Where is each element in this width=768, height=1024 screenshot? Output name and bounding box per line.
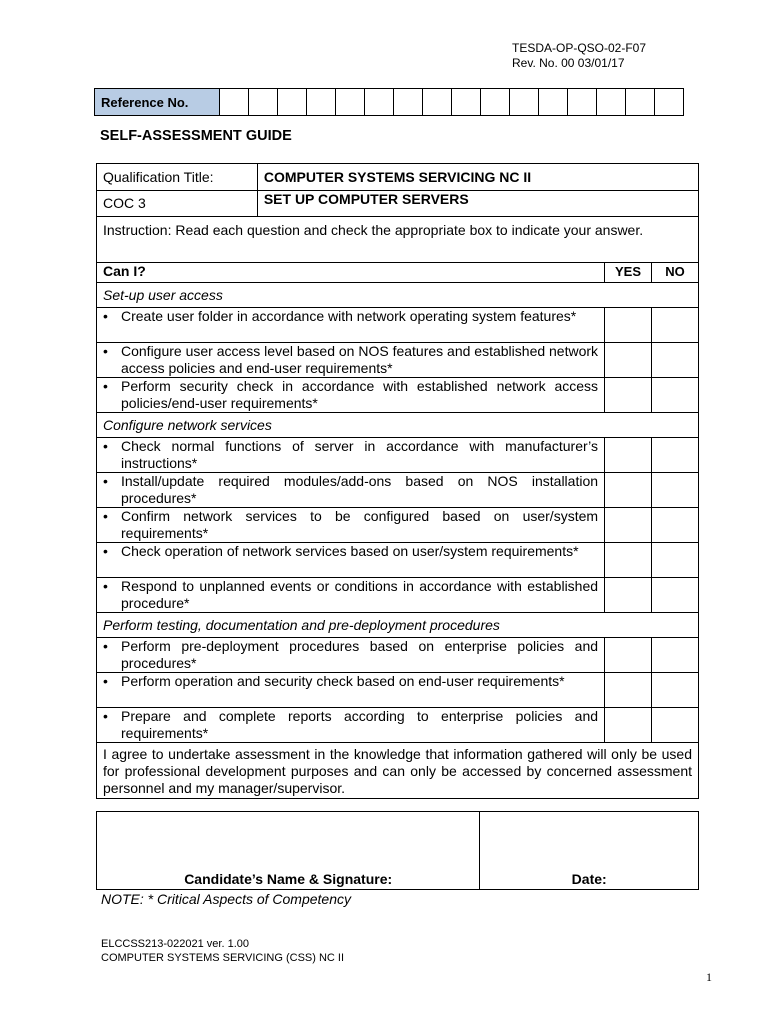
coc-value: SET UP COMPUTER SERVERS	[257, 191, 698, 217]
checklist-item	[97, 378, 605, 413]
checklist-item-text: Install/update required modules/add-ons based on NOS installation procedures*	[121, 473, 599, 506]
no-checkbox[interactable]	[652, 343, 699, 378]
yes-checkbox[interactable]	[605, 378, 652, 413]
form-header	[512, 41, 646, 71]
yes-checkbox[interactable]	[605, 708, 652, 743]
revision-number: Rev. No. 00 03/01/17	[512, 56, 625, 70]
bullet: •	[103, 378, 108, 394]
reference-digit-box[interactable]	[452, 89, 481, 116]
yes-checkbox[interactable]	[605, 673, 652, 708]
page-footer	[101, 937, 344, 965]
bullet: •	[103, 473, 108, 489]
bullet: •	[103, 343, 108, 359]
checklist-item	[97, 473, 605, 508]
yes-checkbox[interactable]	[605, 343, 652, 378]
instruction-text: Instruction: Read each question and check the appropriate box to indicate your answer.	[97, 217, 699, 263]
no-checkbox[interactable]	[652, 673, 699, 708]
reference-digit-box[interactable]	[626, 89, 655, 116]
can-i-header: Can I?	[97, 263, 605, 283]
no-checkbox[interactable]	[652, 308, 699, 343]
checklist-item-text: Perform security check in accordance with established network access policies/end-user requirements*	[121, 378, 599, 411]
reference-label: Reference No.	[95, 89, 220, 116]
checklist-item-text: Perform pre-deployment procedures based on enterprise policies and procedures*	[121, 638, 599, 671]
checklist-item-text: Confirm network services to be configured based on user/system requirements*	[121, 508, 599, 541]
date-label: Date:	[571, 871, 607, 887]
reference-number-boxes	[94, 88, 684, 116]
yes-checkbox[interactable]	[605, 543, 652, 578]
candidate-signature-label: Candidate’s Name & Signature:	[184, 871, 393, 887]
reference-digit-box[interactable]	[510, 89, 539, 116]
reference-digit-box[interactable]	[597, 89, 626, 116]
reference-digit-box[interactable]	[249, 89, 278, 116]
agreement-text: I agree to undertake assessment in the knowledge that information gathered will only be used for professional development purposes and can only be accessed by concerned assessment personnel and my manager/supervisor.	[97, 743, 699, 799]
yes-checkbox[interactable]	[605, 638, 652, 673]
reference-digit-box[interactable]	[365, 89, 394, 116]
bullet: •	[103, 308, 108, 324]
no-checkbox[interactable]	[652, 438, 699, 473]
checklist-item	[97, 343, 605, 378]
critical-aspects-note: NOTE: * Critical Aspects of Competency	[101, 891, 352, 907]
yes-header: YES	[605, 263, 652, 283]
checklist-item	[97, 308, 605, 343]
page-number: 1	[706, 970, 712, 984]
coc-label: COC 3	[97, 191, 258, 217]
qualification-label: Qualification Title:	[97, 164, 258, 191]
yes-checkbox[interactable]	[605, 578, 652, 613]
reference-digit-box[interactable]	[568, 89, 597, 116]
checklist-item-text: Respond to unplanned events or conditions in accordance with established procedure*	[121, 578, 599, 611]
yes-checkbox[interactable]	[605, 508, 652, 543]
qualification-footer: COMPUTER SYSTEMS SERVICING (CSS) NC II	[101, 952, 345, 964]
no-header: NO	[652, 263, 699, 283]
bullet: •	[103, 673, 108, 689]
bullet: •	[103, 438, 108, 454]
bullet: •	[103, 708, 108, 724]
bullet: •	[103, 638, 108, 654]
checklist-item-text: Check normal functions of server in accordance with manufacturer’s instructions*	[121, 438, 599, 471]
candidate-signature-field[interactable]	[97, 812, 480, 890]
no-checkbox[interactable]	[652, 638, 699, 673]
signature-table	[96, 811, 699, 890]
bullet: •	[103, 578, 108, 594]
reference-digit-box[interactable]	[336, 89, 365, 116]
page-title: SELF-ASSESSMENT GUIDE	[100, 128, 292, 144]
section-title: Set-up user access	[97, 283, 699, 308]
no-checkbox[interactable]	[652, 578, 699, 613]
no-checkbox[interactable]	[652, 378, 699, 413]
checklist-item	[97, 638, 605, 673]
yes-checkbox[interactable]	[605, 438, 652, 473]
section-title: Perform testing, documentation and pre-deployment procedures	[97, 613, 699, 638]
document-version: ELCCSS213-022021 ver. 1.00	[101, 938, 249, 950]
reference-digit-box[interactable]	[655, 89, 684, 116]
checklist-item-text: Create user folder in accordance with network operating system features*	[121, 308, 577, 324]
form-code: TESDA-OP-QSO-02-F07	[512, 41, 647, 55]
section-title: Configure network services	[97, 413, 699, 438]
checklist-item	[97, 708, 605, 743]
bullet: •	[103, 543, 108, 559]
checklist-item	[97, 438, 605, 473]
checklist-item	[97, 673, 605, 708]
checklist-item-text: Configure user access level based on NOS features and established network access policies and end-user requirements*	[121, 343, 599, 376]
reference-digit-box[interactable]	[481, 89, 510, 116]
checklist-item	[97, 578, 605, 613]
checklist-item-text: Prepare and complete reports according to enterprise policies and requirements*	[121, 708, 599, 741]
no-checkbox[interactable]	[652, 543, 699, 578]
reference-digit-box[interactable]	[307, 89, 336, 116]
yes-checkbox[interactable]	[605, 308, 652, 343]
checklist-item	[97, 508, 605, 543]
yes-checkbox[interactable]	[605, 473, 652, 508]
reference-digit-box[interactable]	[539, 89, 568, 116]
checklist-item-text: Check operation of network services based on user/system requirements*	[121, 543, 579, 559]
no-checkbox[interactable]	[652, 708, 699, 743]
date-field[interactable]	[480, 812, 699, 890]
reference-digit-box[interactable]	[394, 89, 423, 116]
reference-digit-box[interactable]	[423, 89, 452, 116]
qualification-value: COMPUTER SYSTEMS SERVICING NC II	[257, 164, 698, 191]
checklist-item	[97, 543, 605, 578]
reference-digit-box[interactable]	[220, 89, 249, 116]
reference-digit-box[interactable]	[278, 89, 307, 116]
no-checkbox[interactable]	[652, 473, 699, 508]
no-checkbox[interactable]	[652, 508, 699, 543]
assessment-table	[96, 163, 699, 799]
checklist-item-text: Perform operation and security check based on end-user requirements*	[121, 673, 565, 689]
bullet: •	[103, 508, 108, 524]
